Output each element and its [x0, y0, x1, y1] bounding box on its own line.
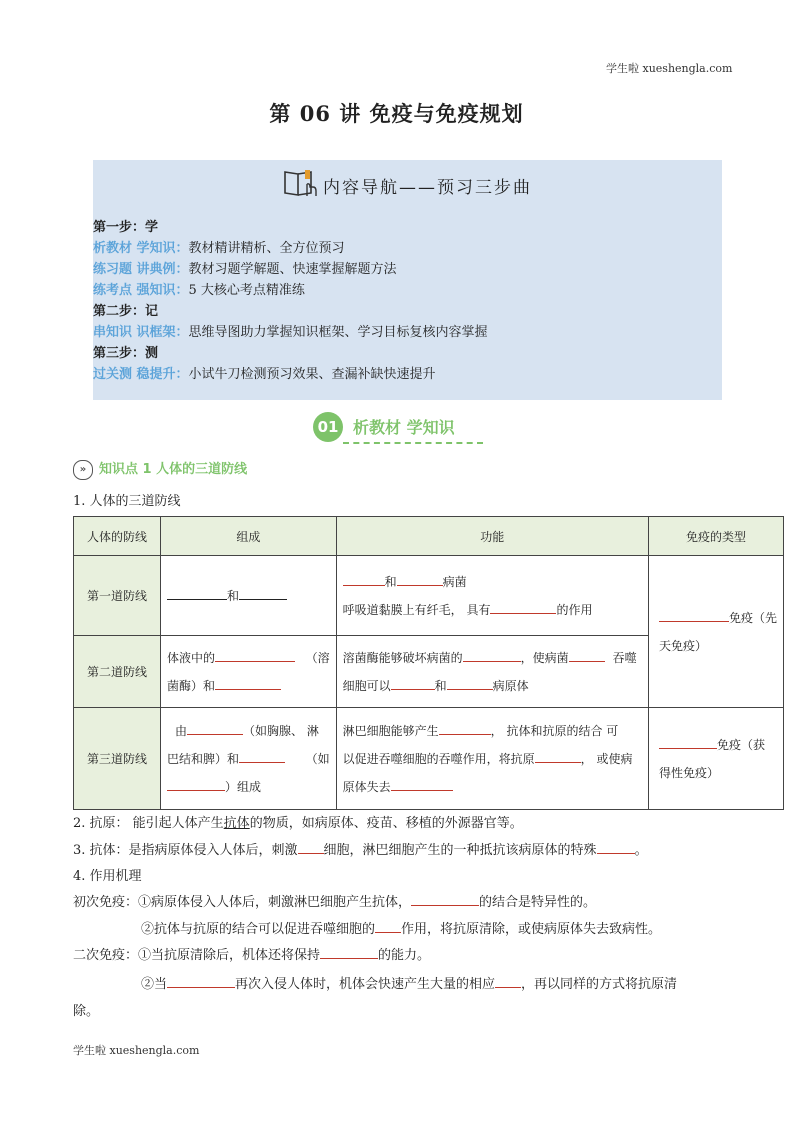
step-1: 第一步：学 — [93, 220, 159, 235]
blank — [597, 841, 635, 854]
blank — [320, 946, 378, 959]
blank — [167, 778, 225, 791]
blank — [215, 649, 295, 662]
nav-line-5: 过关测 稳提升：小试牛刀检测预习效果、查漏补缺快速提升 — [93, 367, 436, 382]
blank — [215, 677, 281, 690]
composition-cell: 体液中的 （溶 菌酶）和 — [161, 636, 337, 708]
table-header: 人体的防线 — [74, 517, 161, 556]
blank — [343, 573, 385, 586]
blank — [495, 975, 521, 988]
table-header-row — [74, 517, 784, 556]
function-cell: 溶菌酶能够破坏病菌的 ，使病菌 吞噬 细胞可以 和 病原体 — [336, 636, 648, 708]
blank — [167, 587, 227, 600]
function-cell: 淋巴细胞能够产生 ， 抗体和抗原的结合 可 以促进吞噬细胞的吞噬作用，将抗原 ， 或使病 原体失去 — [336, 708, 648, 810]
blank — [239, 587, 287, 600]
item-1: 1. 人体的三道防线 — [73, 494, 181, 509]
function-cell: 和 病菌 呼吸道黏膜上有纤毛， 具有 的作用 — [336, 556, 648, 636]
table-header: 功能 — [336, 517, 648, 556]
section-underline — [343, 442, 483, 444]
double-chevron-icon: » — [73, 460, 93, 480]
composition-cell: 和 — [161, 556, 337, 636]
row-name: 第一道防线 — [74, 556, 161, 636]
immunity-type-cell: 免疫（获 得性免疫） — [648, 708, 783, 810]
paragraph-mechanism: 4. 作用机理 — [73, 869, 142, 884]
blank — [298, 841, 324, 854]
paragraph-primary-1: 初次免疫：①病原体侵入人体后，刺激淋巴细胞产生抗体， 的结合是特异性的。 — [73, 895, 597, 910]
nav-line-3: 练考点 强知识：5 大核心考点精准练 — [93, 283, 305, 298]
paragraph-antigen: 2. 抗原： 能引起人体产生抗体的物质，如病原体、疫苗、移植的外源器官等。 — [73, 816, 523, 831]
composition-cell: 由 （如胸腺、 淋 巴结和脾）和 （如 ）组成 — [161, 708, 337, 810]
blank — [391, 778, 453, 791]
section-heading — [313, 412, 493, 444]
table-header: 免疫的类型 — [648, 517, 783, 556]
blank — [391, 677, 435, 690]
section-number: 01 — [313, 412, 343, 442]
blank — [167, 975, 235, 988]
blank — [659, 736, 717, 749]
blank — [447, 677, 493, 690]
blank — [411, 893, 479, 906]
blank — [375, 920, 401, 933]
immunity-type-cell: 免疫（先 天免疫） — [648, 556, 783, 708]
page-title: 第 06 讲 免疫与免疫规划 — [269, 101, 524, 126]
nav-heading: 内容导航——预习三步曲 — [93, 168, 722, 204]
defense-lines-table — [73, 516, 784, 810]
blank — [463, 649, 521, 662]
blank — [490, 601, 556, 614]
table-header: 组成 — [161, 517, 337, 556]
blank — [439, 722, 491, 735]
blank — [397, 573, 443, 586]
paragraph-secondary-1: 二次免疫：①当抗原清除后，机体还将保持 的能力。 — [73, 948, 431, 963]
watermark-top: 学生啦 xueshengla.com — [606, 62, 733, 75]
paragraph-secondary-2: ②当 再次入侵人体时，机体会快速产生大量的相应 ，再以同样的方式将抗原清 — [141, 977, 678, 992]
content-navigation-box — [93, 160, 722, 400]
nav-line-1: 析教材 学知识：教材精讲精析、全方位预习 — [93, 241, 345, 256]
step-3: 第三步：测 — [93, 346, 159, 361]
table-row — [74, 556, 784, 636]
watermark-bottom: 学生啦 xueshengla.com — [73, 1044, 200, 1057]
knowledge-point-heading: » 知识点 1 人体的三道防线 — [73, 458, 247, 480]
nav-line-2: 练习题 讲典例：教材习题学解题、快速掌握解题方法 — [93, 262, 397, 277]
blank — [239, 750, 285, 763]
book-hand-icon — [283, 168, 319, 203]
blank — [659, 609, 729, 622]
row-name: 第二道防线 — [74, 636, 161, 708]
blank — [569, 649, 605, 662]
section-label: 析教材 学知识 — [353, 418, 455, 437]
paragraph-secondary-2-end: 除。 — [73, 1004, 100, 1019]
table-row — [74, 708, 784, 810]
step-2: 第二步：记 — [93, 304, 159, 319]
row-name: 第三道防线 — [74, 708, 161, 810]
blank — [535, 750, 581, 763]
paragraph-antibody: 3. 抗体：是指病原体侵入人体后，刺激 细胞，淋巴细胞产生的一种抵抗该病原体的特殊 。 — [73, 843, 648, 858]
blank — [187, 722, 243, 735]
paragraph-primary-2: ②抗体与抗原的结合可以促进吞噬细胞的 作用，将抗原清除，或使病原体失去致病性。 — [141, 922, 662, 937]
nav-line-4: 串知识 识框架：思维导图助力掌握知识框架、学习目标复核内容掌握 — [93, 325, 488, 340]
